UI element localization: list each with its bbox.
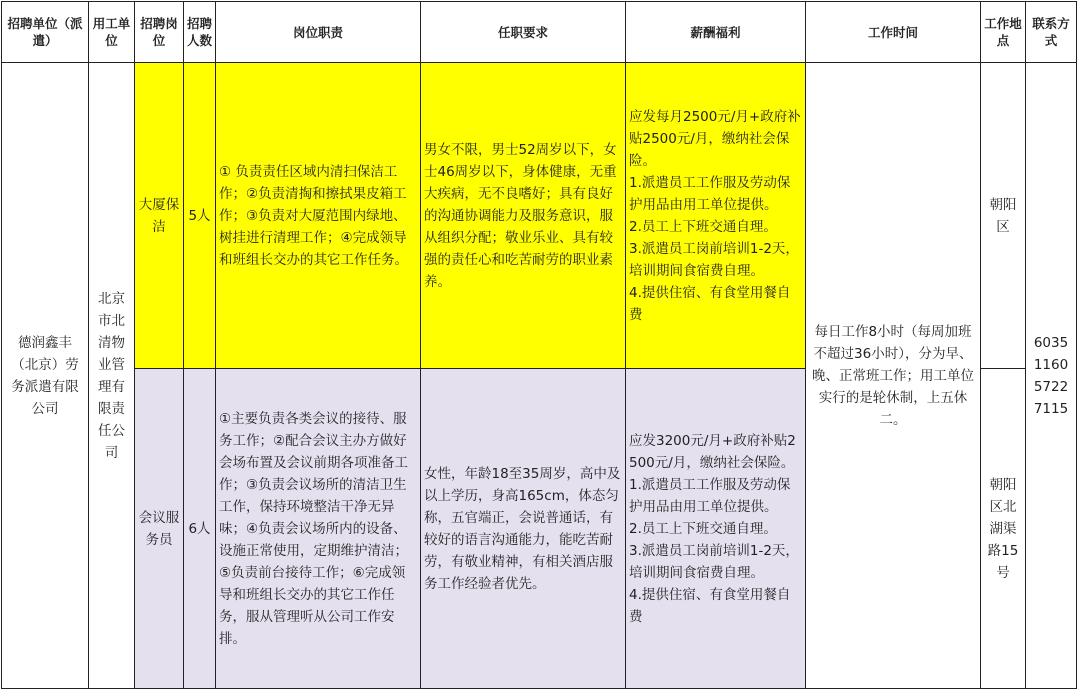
header-count: 招聘人数 xyxy=(184,2,216,63)
employer-cell: 北京市北清物业管理有限责任公司 xyxy=(89,63,135,689)
location-cell: 朝阳区北湖渠路15号 xyxy=(981,369,1026,689)
duties-cell: ① 负责责任区域内清扫保洁工作；②负责清掏和擦拭果皮箱工作；③负责对大厦范围内绿地、树挂进行清理工作；④完成领导和班组长交办的其它工作任务。 xyxy=(216,63,421,369)
duties-cell: ①主要负责各类会议的接待、服务工作；②配合会议主办方做好会场布置及会议前期各项准备工作；③负责会议场所的清洁卫生工作，保持环境整洁干净无异味；④负责会议场所内的设备、设施正常使用，定期维护清洁；⑤负责前台接待工作；⑥完成领导和班组长交办的其它工作任务，服从管理听从公司工作安排。 xyxy=(216,369,421,689)
salary-cell: 应发3200元/月+政府补贴2500元/月，缴纳社会保险。 1.派遣员工工作服及劳动保护用品由用工单位提供。 2.员工上下班交通自理。 3.派遣员工岗前培训1-2天，培训期间食宿费自理。 4.提供住宿、有食堂用餐自费 xyxy=(626,369,806,689)
contact-cell: 6035 1160 5722 7115 xyxy=(1026,63,1077,689)
header-requirements: 任职要求 xyxy=(421,2,626,63)
header-company: 招聘单位（派遣） xyxy=(2,2,89,63)
requirements-cell: 男女不限，男士52周岁以下，女士46周岁以下，身体健康，无重大疾病，无不良嗜好；具有良好的沟通协调能力及服务意识，服从组织分配；敬业乐业、具有较强的责任心和吃苦耐劳的职业素养。 xyxy=(421,63,626,369)
requirements-cell: 女性，年龄18至35周岁，高中及以上学历，身高165cm，体态匀称，五官端正，会说普通话，有较好的语言沟通能力，能吃苦耐劳，有敬业精神，有相关酒店服务工作经验者优先。 xyxy=(421,369,626,689)
work-time-cell: 每日工作8小时（每周加班不超过36小时），分为早、晚、正常班工作；用工单位实行的是轮休制，上五休二。 xyxy=(806,63,981,689)
header-work-time: 工作时间 xyxy=(806,2,981,63)
salary-cell: 应发每月2500元/月+政府补贴2500元/月，缴纳社会保险。 1.派遣员工工作服及劳动保护用品由用工单位提供。 2.员工上下班交通自理。 3.派遣员工岗前培训1-2天，培训期间食宿费自理。 4.提供住宿、有食堂用餐自费 xyxy=(626,63,806,369)
company-cell: 德润鑫丰（北京）劳务派遣有限公司 xyxy=(2,63,89,689)
header-contact: 联系方式 xyxy=(1026,2,1077,63)
table-row xyxy=(2,63,1077,369)
position-cell: 大厦保洁 xyxy=(135,63,184,369)
count-cell: 5人 xyxy=(184,63,216,369)
job-table xyxy=(1,1,1077,689)
location-cell: 朝阳区 xyxy=(981,63,1026,369)
header-salary: 薪酬福利 xyxy=(626,2,806,63)
header-location: 工作地点 xyxy=(981,2,1026,63)
header-employer: 用工单位 xyxy=(89,2,135,63)
header-position: 招聘岗位 xyxy=(135,2,184,63)
header-duties: 岗位职责 xyxy=(216,2,421,63)
count-cell: 6人 xyxy=(184,369,216,689)
position-cell: 会议服务员 xyxy=(135,369,184,689)
header-row xyxy=(2,2,1077,63)
